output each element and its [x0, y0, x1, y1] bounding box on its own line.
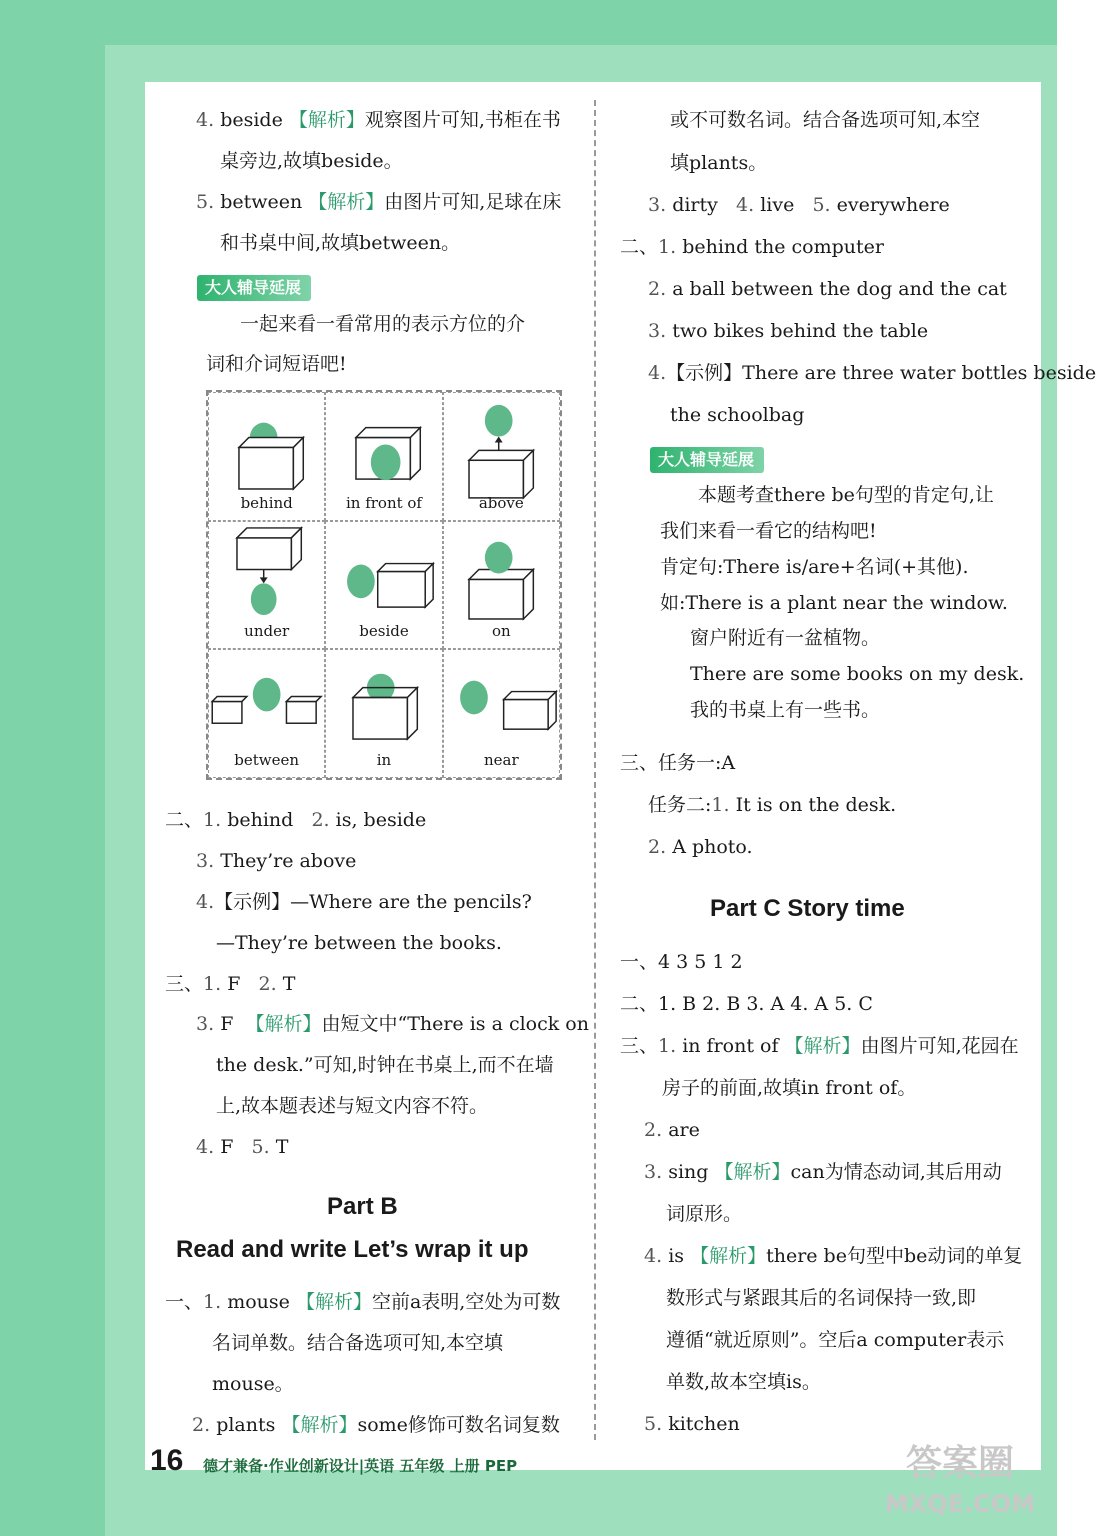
grid-label: between [234, 751, 300, 769]
grid-cell-in-front-of [325, 392, 442, 521]
answer-line: 或不可数名词。结合备选项可知,本空 [670, 109, 981, 131]
answer-line: 二、1. behind 2. is, beside [165, 809, 427, 831]
grid-label: on [491, 622, 511, 641]
grid-label: in front of [345, 493, 422, 512]
answer-line: mouse。 [212, 1373, 294, 1395]
tip-text: 肯定句:There is/are+名词(+其他). [660, 556, 969, 578]
grid-cell-between [208, 649, 325, 778]
answer-line: the schoolbag [670, 404, 805, 426]
grid-cell-in [325, 649, 442, 778]
grid-label: beside [359, 622, 409, 641]
preposition-grid [206, 390, 562, 780]
answer-line: 4.【示例】—Where are the pencils? [196, 891, 532, 913]
answer-line: 4. is 【解析】there be句型中be动词的单复 [644, 1245, 1023, 1267]
answer-line: 数形式与紧跟其后的名词保持一致,即 [666, 1287, 977, 1309]
answer-line: 5. between 【解析】由图片可知,足球在床 [196, 191, 562, 213]
tip-text: 我们来看一看它的结构吧! [660, 520, 877, 542]
tip-text: 我的书桌上有一些书。 [690, 699, 881, 721]
answer-line: 房子的前面,故填in front of。 [662, 1077, 917, 1099]
grid-cell-beside [325, 521, 442, 650]
section-heading: Part B [327, 1193, 398, 1220]
page-number: 16 [150, 1444, 184, 1477]
answer-line: 3. F 【解析】由短文中“There is a clock on [196, 1013, 589, 1035]
grid-label: under [244, 622, 290, 641]
tip-text: There are some books on my desk. [690, 663, 1025, 685]
answer-line: 3. dirty 4. live 5. everywhere [648, 194, 950, 216]
watermark-logo: 答案圈 MXQE.COM [884, 1443, 1036, 1518]
answer-line: 3. sing 【解析】can为情态动词,其后用动 [644, 1161, 1002, 1183]
tip-text: 如:There is a plant near the window. [660, 592, 1008, 614]
answer-line: 任务二:1. It is on the desk. [648, 794, 897, 816]
grid-cell-near [443, 649, 560, 778]
answer-line: 二、1. behind the computer [620, 236, 884, 258]
answer-line: —They’re between the books. [216, 932, 502, 954]
answer-line: 5. kitchen [644, 1413, 740, 1435]
answer-line: 词原形。 [666, 1203, 743, 1225]
column-divider [594, 100, 596, 1440]
answer-line: 三、任务一:A [620, 752, 736, 774]
grid-cell-under [208, 521, 325, 650]
answer-line: 4. F 5. T [196, 1136, 289, 1158]
tip-badge: 大人辅导延展 [197, 275, 311, 301]
answer-line: 三、1. in front of 【解析】由图片可知,花园在 [620, 1035, 1019, 1057]
answer-line: 2. a ball between the dog and the cat [648, 278, 1007, 300]
answer-line: 2. A photo. [648, 836, 753, 858]
grid-cell-on [443, 521, 560, 650]
section-heading: Part C Story time [710, 895, 905, 922]
answer-line: 填plants。 [670, 152, 768, 174]
grid-label: in [376, 751, 392, 769]
answer-line: 3. They’re above [196, 850, 357, 872]
answer-line: 和书桌中间,故填between。 [220, 232, 461, 254]
answer-line: 单数,故本空填is。 [666, 1371, 821, 1393]
answer-line: 3. two bikes behind the table [648, 320, 929, 342]
grid-cell-above [443, 392, 560, 521]
answer-line: 4.【示例】There are three water bottles beside [648, 362, 1096, 384]
grid-label: near [484, 751, 519, 769]
grid-label: behind [240, 493, 293, 512]
answer-line: 一、1. mouse 【解析】空前a表明,空处为可数 [165, 1291, 561, 1313]
grid-cell-behind [208, 392, 325, 521]
grid-label: above [478, 493, 524, 512]
tip-text: 一起来看一看常用的表示方位的介 [240, 313, 526, 335]
answer-line: 2. are [644, 1119, 700, 1141]
answer-line: 2. plants 【解析】some修饰可数名词复数 [192, 1414, 560, 1436]
section-subheading: Read and write Let’s wrap it up [176, 1236, 529, 1263]
answer-line: the desk.”可知,时钟在书桌上,而不在墙 [216, 1054, 554, 1076]
answer-line: 三、1. F 2. T [165, 973, 296, 995]
answer-line: 二、1. B 2. B 3. A 4. A 5. C [620, 993, 873, 1015]
answer-line: 上,故本题表述与短文内容不符。 [216, 1095, 489, 1117]
answer-line: 遵循“就近原则”。空后a computer表示 [666, 1329, 1005, 1351]
answer-line: 一、4 3 5 1 2 [620, 951, 743, 973]
answer-line: 桌旁边,故填beside。 [220, 150, 403, 172]
tip-text: 本题考查there be句型的肯定句,让 [698, 484, 994, 506]
tip-badge: 大人辅导延展 [650, 447, 764, 473]
tip-text: 词和介词短语吧! [206, 353, 347, 375]
tip-text: 窗户附近有一盆植物。 [690, 627, 881, 649]
answer-line: 名词单数。结合备选项可知,本空填 [212, 1332, 504, 1354]
answer-line: 4. beside 【解析】观察图片可知,书柜在书 [196, 109, 561, 131]
footer-title: 德才兼备·作业创新设计|英语 五年级 上册 PEP [203, 1457, 518, 1475]
